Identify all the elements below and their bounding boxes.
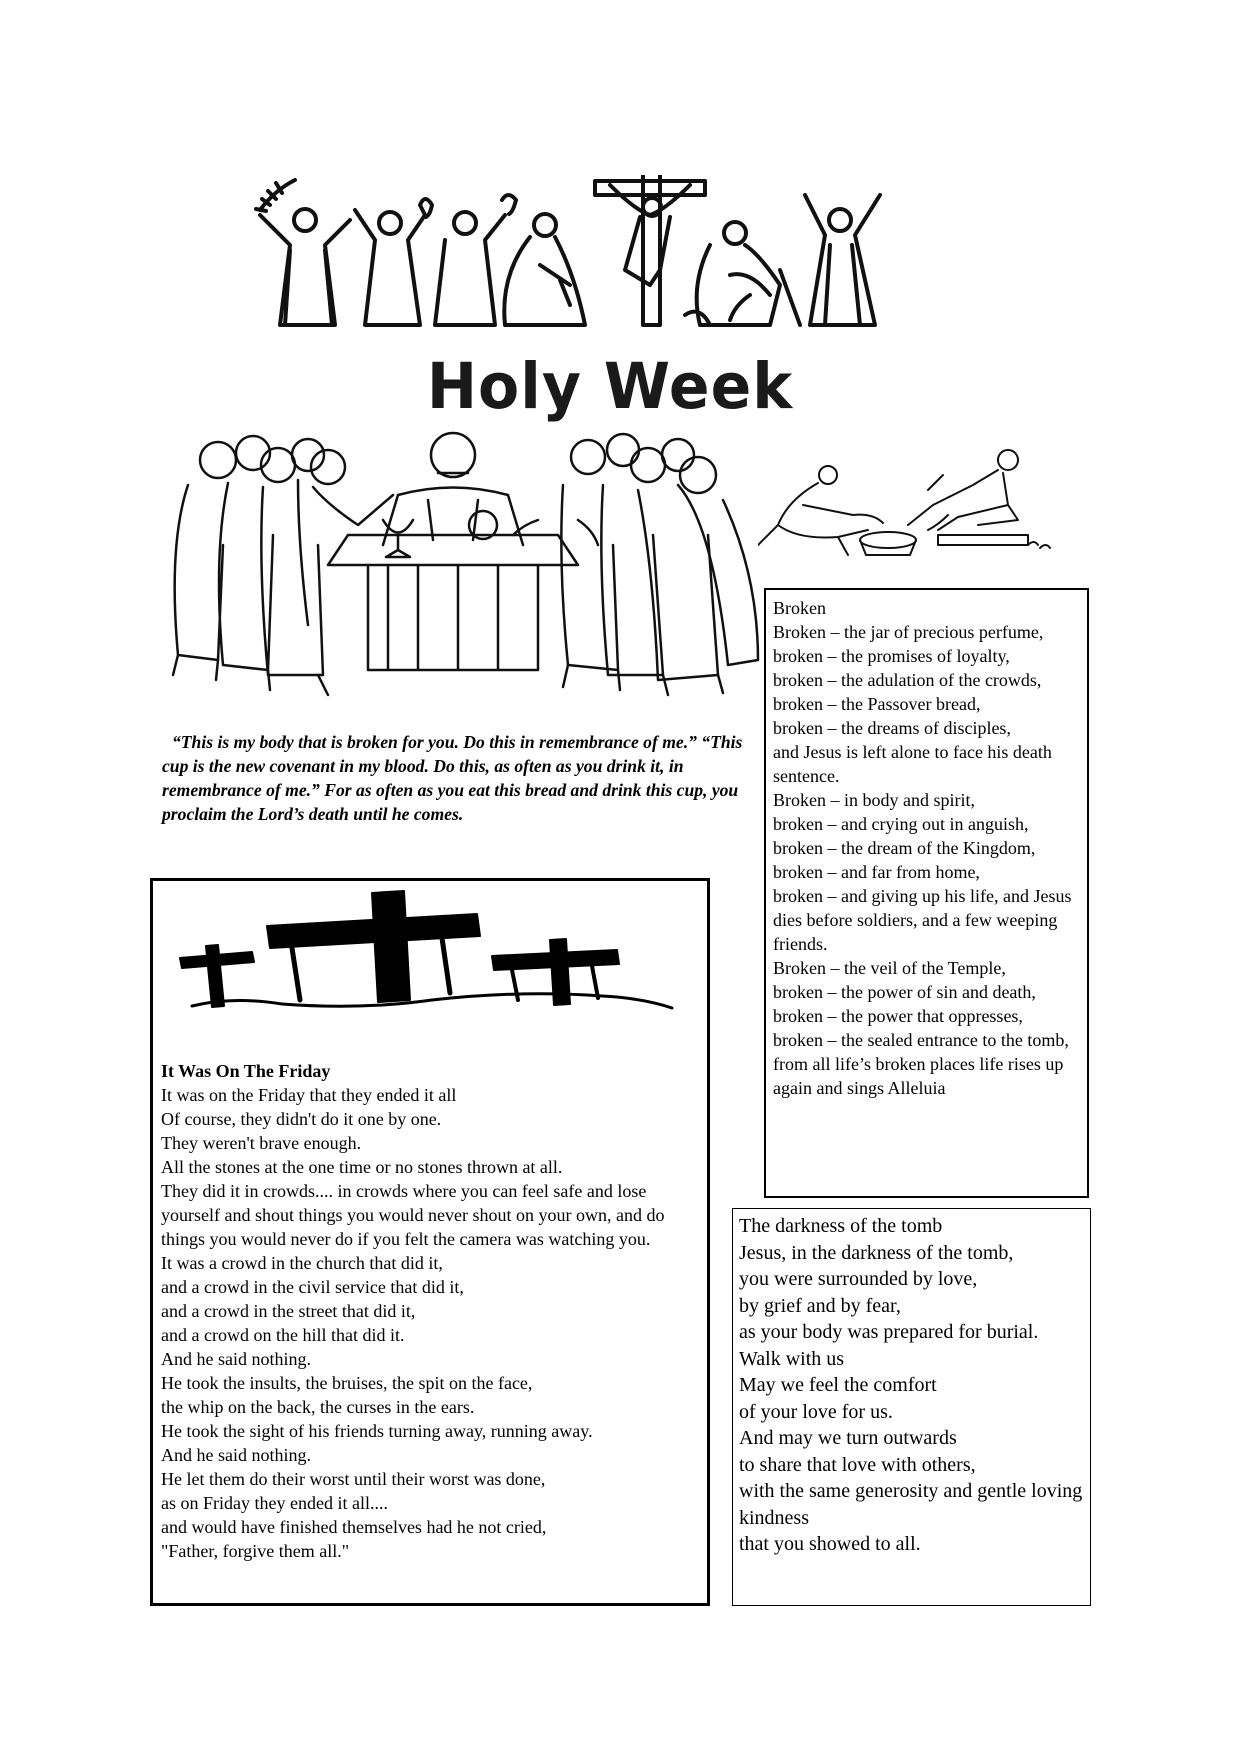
prayer-line: by grief and by fear,	[739, 1294, 901, 1317]
poem-line: broken – the power of sin and death,	[773, 982, 1036, 1002]
poem-line: as on Friday they ended it all....	[161, 1493, 388, 1513]
poem-line: It was a crowd in the church that did it,	[161, 1253, 443, 1273]
poem-line: broken – and far from home,	[773, 862, 980, 882]
poem-line: It was on the Friday that they ended it all	[161, 1085, 457, 1105]
poem-line: "Father, forgive them all."	[161, 1541, 350, 1561]
poem-line: Broken – in body and spirit,	[773, 790, 975, 810]
darkness-prayer-title: The darkness of the tomb	[739, 1215, 943, 1237]
poem-line: All the stones at the one time or no stones thrown at all.	[161, 1157, 563, 1177]
darkness-prayer-box	[732, 1208, 1091, 1606]
prayer-line: to share that love with others,	[739, 1453, 976, 1476]
poem-line: broken – and crying out in anguish,	[773, 814, 1029, 834]
poem-line: Broken – the jar of precious perfume,	[773, 622, 1044, 642]
poem-line: He took the sight of his friends turning away, running away.	[161, 1421, 593, 1441]
poem-line: broken – the sealed entrance to the tomb,	[773, 1030, 1069, 1050]
poem-line: broken – the adulation of the crowds,	[773, 670, 1042, 690]
poem-line: He let them do their worst until their worst was done,	[161, 1469, 546, 1489]
poem-line: the whip on the back, the curses in the ears.	[161, 1397, 475, 1417]
prayer-line: as your body was prepared for burial.	[739, 1321, 1039, 1343]
prayer-line: with the same generosity and gentle loving kindness	[739, 1480, 1083, 1529]
poem-line: and would have finished themselves had he not cried,	[161, 1517, 547, 1537]
poem-line: broken – the dream of the Kingdom,	[773, 838, 1036, 858]
poem-line: And he said nothing.	[161, 1445, 311, 1465]
three-crosses-illustration	[172, 888, 677, 1018]
poem-line: and a crowd in the civil service that did it,	[161, 1277, 464, 1297]
prayer-line: And may we turn outwards	[739, 1427, 957, 1449]
foot-washing-illustration	[758, 445, 1068, 565]
poem-line: and a crowd in the street that did it,	[161, 1301, 416, 1321]
poem-line: They did it in crowds.... in crowds where you can feel safe and lose yourself and shout things you would never shout on your own, and do things you would never do if you felt the camera was watching you.	[161, 1181, 665, 1249]
poem-line: broken – the dreams of disciples,	[773, 718, 1011, 738]
holy-week-figures-illustration	[240, 175, 1020, 375]
poem-line: broken – the power that oppresses,	[773, 1006, 1023, 1026]
poem-line: Broken – the veil of the Temple,	[773, 958, 1006, 978]
broken-poem-title: Broken	[773, 598, 826, 618]
poem-line: and Jesus is left alone to face his death sentence.	[773, 742, 1057, 786]
poem-line: broken – and giving up his life, and Jesus dies before soldiers, and a few weeping friends.	[773, 886, 1076, 954]
poem-line: from all life’s broken places life rises up again and sings Alleluia	[773, 1054, 1068, 1098]
page-title: Holy Week	[426, 350, 794, 424]
prayer-line: of your love for us.	[739, 1400, 893, 1423]
poem-line: broken – the promises of loyalty,	[773, 646, 1010, 666]
friday-poem-title: It Was On The Friday	[161, 1061, 331, 1081]
last-supper-illustration	[158, 425, 773, 715]
poem-line: He took the insults, the bruises, the spit on the face,	[161, 1373, 533, 1393]
prayer-line: you were surrounded by love,	[739, 1268, 978, 1290]
poem-line: And he said nothing.	[161, 1349, 311, 1369]
prayer-line: Jesus, in the darkness of the tomb,	[739, 1241, 1014, 1264]
poem-line: They weren't brave enough.	[161, 1133, 362, 1153]
broken-poem-box	[764, 588, 1089, 1198]
prayer-line: that you showed to all.	[739, 1533, 921, 1555]
scripture-quote: “This is my body that is broken for you. Do this in remembrance of me.” “This cup is the new covenant in my blood. Do this, as often as you drink it, in remembrance of me.” For as often as you eat this bread and drink this cup, you proclaim the Lord’s death until he comes.	[162, 732, 743, 824]
poem-line: Of course, they didn't do it one by one.	[161, 1109, 442, 1129]
prayer-line: Walk with us	[739, 1347, 845, 1370]
poem-line: and a crowd on the hill that did it.	[161, 1325, 405, 1345]
poem-line: broken – the Passover bread,	[773, 694, 981, 714]
prayer-line: May we feel the comfort	[739, 1374, 937, 1396]
